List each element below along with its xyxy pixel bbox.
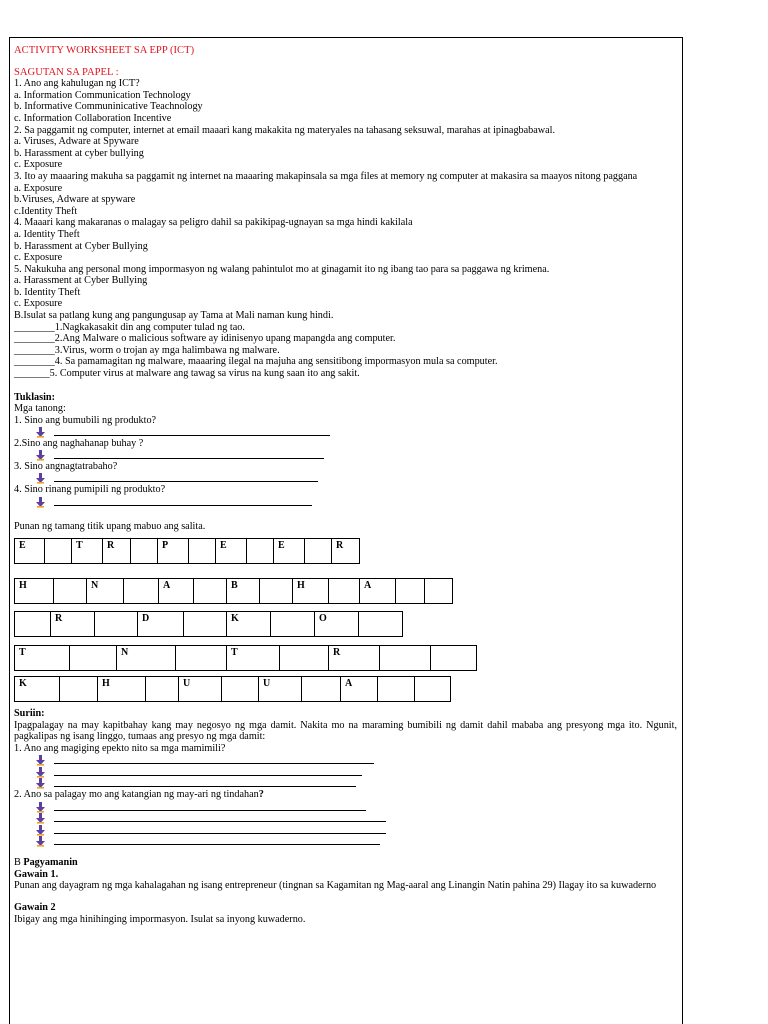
pagyamanin-prefix: B [14,857,24,869]
puzzle-cell[interactable] [305,538,332,564]
arrow-bullet-icon [36,450,48,461]
puzzle-cell: A [341,676,378,702]
tamamali-list [14,322,677,380]
gawain2-text: Ibigay ang mga hinihinging impormasyon. Isulat sa inyong kuwaderno. [14,913,306,925]
puzzle-cell[interactable] [425,578,453,604]
quiz-question: 2. Sa paggamit ng computer, internet at email maaari kang makakita ng materyales na tahasang seksuwal, marahas at ipinagbabawal. [14,124,556,136]
answer-line[interactable] [54,810,366,811]
tamamali-item: _______5. Computer virus at malware ang tawag sa virus na kung saan ito ang sakit. [14,368,360,380]
puzzle-cell[interactable] [184,611,227,637]
gawain1-text: Punan ang dayagram ng mga kahalagahan ng isang entrepreneur (tingnan sa Kagamitan ng Mag-aaral ang Linangin Natin pahina 29) Ilagay ito sa kuwaderno [14,880,657,892]
tuklasin-question: 4. Sino rinang pumipili ng produkto? [14,484,166,496]
puzzle-cell: U [259,676,302,702]
puzzle-cell[interactable] [189,538,216,564]
tuklasin-sub: Mga tanong: [14,403,66,415]
puzzle-cell[interactable] [95,611,138,637]
puzzle-cell[interactable] [280,645,329,671]
answer-line[interactable] [54,833,386,834]
puzzle-instruction: Punan ng tamang titik upang mabuo ang salita. [14,520,206,532]
arrow-bullet-icon [36,802,48,813]
puzzle-cell[interactable] [247,538,274,564]
tuklasin-heading: Tuklasin: [14,391,55,403]
puzzle-cell: P [158,538,189,564]
quiz-question: 5. Nakukuha ang personal mong impormasyon ng walang pahintulot mo at ginagamit ito ng ibang tao para sa paggawa ng krimena. [14,263,550,275]
puzzle-row [14,611,403,637]
quiz-question: 4. Maaari kang makaranas o malagay sa peligro dahil sa pakikipag-ugnayan sa mga hindi kakilala [14,217,413,229]
arrow-bullet-icon [36,427,48,438]
puzzle-cell: H [98,676,146,702]
puzzle-cell: E [274,538,305,564]
puzzle-cell[interactable] [14,611,51,637]
puzzle-cell: K [14,676,60,702]
puzzle-cell[interactable] [431,645,477,671]
suriin-paragraph: Ipagpalagay na may kapitbahay kang may negosyo ng mga damit. Nakita mo na maraming bumibili ng damit dahil mababa ang presyong mga ito. Ngunit, pagkalipas ng isang linggo, tumaas ang presyo ng mga damit: [14,719,677,743]
quiz-option: b. Identity Theft [14,286,81,298]
puzzle-cell[interactable] [54,578,87,604]
gawain1-heading: Gawain 1. [14,868,59,880]
answer-line[interactable] [54,763,374,764]
puzzle-cell: R [329,645,380,671]
answer-line[interactable] [54,844,380,845]
suriin-q1-answers [14,755,677,790]
suriin-answer-row [14,836,677,848]
puzzle-cell: T [72,538,103,564]
arrow-bullet-icon [36,473,48,484]
puzzle-row [14,645,477,671]
puzzle-cell: T [14,645,70,671]
puzzle-cell[interactable] [45,538,72,564]
puzzle-cell[interactable] [70,645,117,671]
puzzle-cell[interactable] [396,578,425,604]
arrow-bullet-icon [36,755,48,766]
arrow-bullet-icon [36,767,48,778]
suriin-q2-answers [14,801,677,847]
quiz-section [14,78,677,310]
gawain2-heading: Gawain 2 [14,902,56,914]
quiz-option: c. Exposure [14,159,63,171]
puzzle-cell[interactable] [380,645,431,671]
puzzle-cell[interactable] [222,676,259,702]
puzzle-cell: U [179,676,222,702]
suriin-q1: 1. Ano ang magiging epekto nito sa mga mamimili? [14,742,226,754]
quiz-option: a. Exposure [14,182,63,194]
puzzle-cell: A [360,578,396,604]
quiz-option: a. Harassment at Cyber Bullying [14,275,148,287]
puzzle-cell[interactable] [359,611,403,637]
tuklasin-answer-row [14,450,677,462]
quiz-option: a. Identity Theft [14,228,80,240]
puzzle-cell[interactable] [271,611,315,637]
arrow-bullet-icon [36,836,48,847]
puzzle-cell: K [227,611,271,637]
quiz-option: b. Harassment at Cyber Bullying [14,240,148,252]
puzzle-cell[interactable] [60,676,98,702]
quiz-question: 1. Ano ang kahulugan ng ICT? [14,78,140,90]
answer-line[interactable] [54,481,318,482]
puzzle-cell: D [138,611,184,637]
tamamali-item: ________4. Sa pamamagitan ng malware, maaaring ilegal na majuha ang sensitibong impormasyon mula sa computer. [14,356,498,368]
tamamali-item: ________2.Ang Malware o malicious software ay idinisenyo upang mapangda ang computer. [14,333,396,345]
puzzle-cell: R [103,538,131,564]
puzzle-cell: N [117,645,176,671]
tamamali-instruction: B.Isulat sa patlang kung ang pangungusap ay Tama at Mali naman kung hindi. [14,310,334,322]
worksheet [9,37,683,1024]
puzzle-cell[interactable] [378,676,415,702]
puzzle-cell: R [332,538,360,564]
suriin-q2-mark: ? [258,789,264,801]
arrow-bullet-icon [36,497,48,508]
suriin-answer-row [14,755,677,767]
quiz-question: 3. Ito ay maaaring makuha sa paggamit ng internet na maaaring makapinsala sa mga files at memory ng computer at makasira sa maayos nitong paggana [14,170,638,182]
quiz-option: a. Information Communication Technology [14,89,191,101]
puzzle-cell: E [14,538,45,564]
puzzle-cell[interactable] [260,578,293,604]
puzzle-cell[interactable] [302,676,341,702]
puzzle-cell[interactable] [415,676,451,702]
quiz-option: c. Exposure [14,252,63,264]
quiz-option: b. Informative Communinicative Teachnology [14,101,203,113]
answer-line[interactable] [54,775,362,776]
quiz-option: c. Information Collaboration Incentive [14,112,172,124]
answer-line[interactable] [54,821,386,822]
puzzle-cell: R [51,611,95,637]
arrow-bullet-icon [36,778,48,789]
puzzle-cell[interactable] [131,538,158,564]
tuklasin-answer-row [14,496,677,508]
suriin-answer-row [14,766,677,778]
puzzle-cell: T [227,645,280,671]
puzzle-cell: N [87,578,124,604]
puzzle-cell: B [227,578,260,604]
quiz-option: c. Exposure [14,298,63,310]
arrow-bullet-icon [36,825,48,836]
answer-line[interactable] [54,458,324,459]
quiz-option: b. Harassment at cyber bullying [14,147,144,159]
puzzle-row [14,538,360,564]
puzzle-cell[interactable] [329,578,360,604]
arrow-bullet-icon [36,813,48,824]
letter-puzzle [14,532,677,708]
puzzle-cell: O [315,611,359,637]
suriin-heading: Suriin: [14,708,45,720]
puzzle-row [14,676,451,702]
tuklasin-question: 2.Sino ang naghahanap buhay ? [14,438,144,449]
suriin-answer-row [14,778,677,790]
puzzle-cell: H [293,578,329,604]
sagutan-heading: SAGUTAN SA PAPEL : [14,66,119,78]
suriin-answer-row [14,824,677,836]
pagyamanin-label [14,857,677,869]
tuklasin-question: 1. Sino ang bumubili ng produkto? [14,414,157,426]
answer-line[interactable] [54,435,330,436]
puzzle-cell: E [216,538,247,564]
suriin-answer-row [14,813,677,825]
quiz-option: b.Viruses, Adware at spyware [14,194,136,206]
worksheet-title: ACTIVITY WORKSHEET SA EPP (ICT) [14,45,195,56]
tuklasin-question: 3. Sino angnagtatrabaho? [14,461,118,473]
quiz-option: c.Identity Theft [14,205,78,217]
puzzle-cell: H [14,578,54,604]
answer-line[interactable] [54,505,312,506]
puzzle-cell: A [159,578,194,604]
puzzle-cell[interactable] [124,578,159,604]
puzzle-cell[interactable] [146,676,179,702]
tuklasin-questions [14,415,677,508]
pagyamanin-heading: Pagyamanin [23,857,78,869]
suriin-q2 [14,789,677,801]
puzzle-cell[interactable] [194,578,227,604]
answer-line[interactable] [54,786,356,787]
quiz-option: a. Viruses, Adware at Spyware [14,136,139,148]
puzzle-cell[interactable] [176,645,227,671]
tamamali-item: ________1.Nagkakasakit din ang computer tulad ng tao. [14,321,245,333]
tuklasin-answer-row [14,473,677,485]
puzzle-row [14,578,453,604]
tuklasin-answer-row [14,426,677,438]
suriin-q2-text: 2. Ano sa palagay mo ang katangian ng may-ari ng tindahan [14,789,259,801]
tamamali-item: ________3.Virus, worm o trojan ay mga halimbawa ng malware. [14,344,280,356]
suriin-answer-row [14,801,677,813]
